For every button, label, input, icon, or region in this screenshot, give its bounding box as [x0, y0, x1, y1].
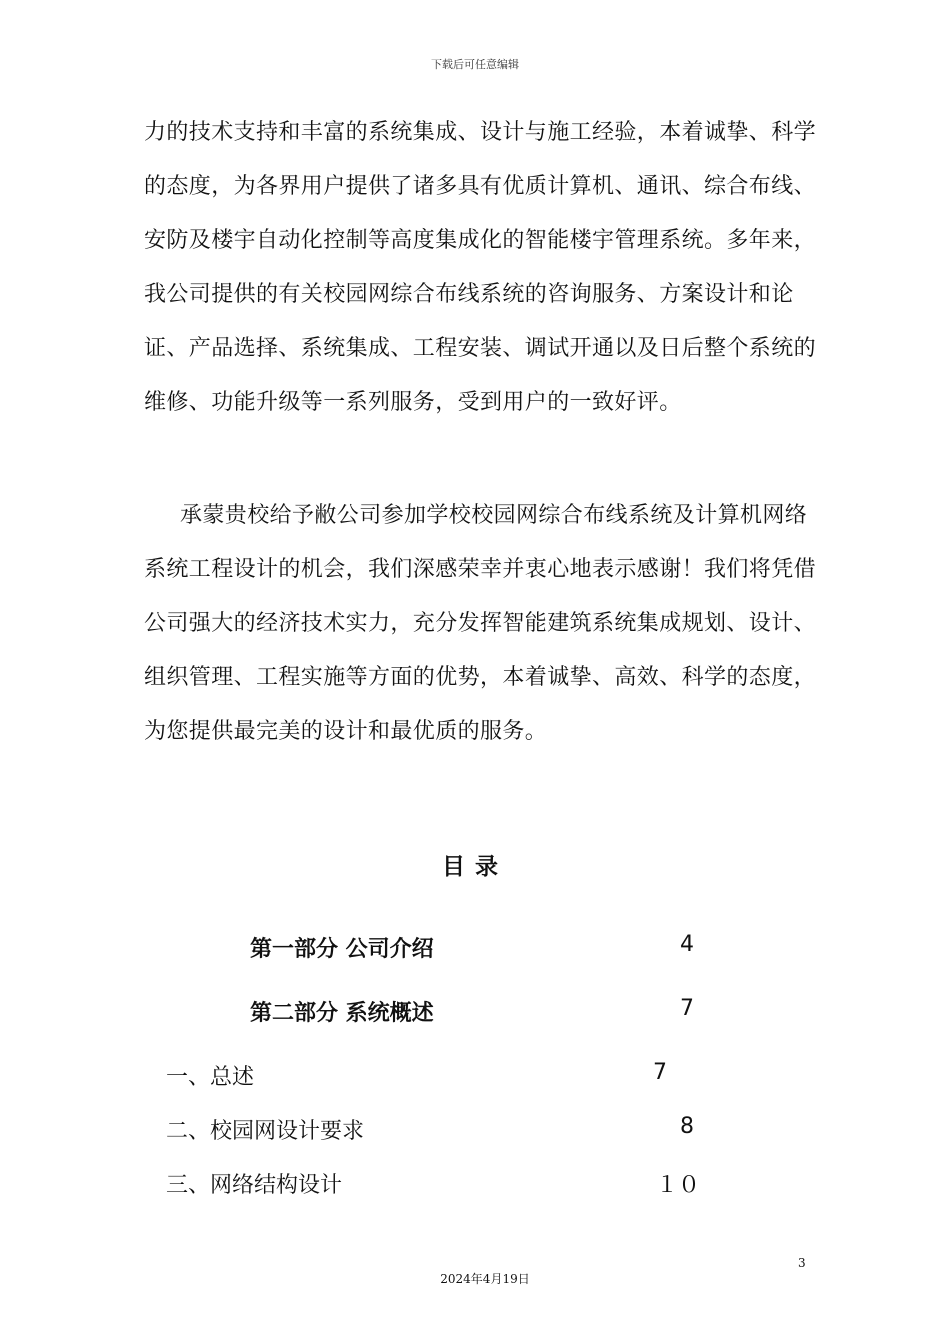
toc-item-1-label: 一、总述: [166, 1065, 255, 1090]
toc-part-2-page: 7: [680, 996, 694, 1021]
toc-item-3-label: 三、网络结构设计: [166, 1173, 343, 1198]
toc-part-1-label: 第一部分 公司介绍: [250, 937, 434, 962]
toc-item-2-label: 二、校园网设计要求: [166, 1119, 365, 1144]
body-paragraph-2: 承蒙贵校给予敝公司参加学校校园网综合布线系统及计算机网络系统工程设计的机会，我们深感荣幸并衷心地表示感谢！我们将凭借公司强大的经济技术实力，充分发挥智能建筑系统集成规划、设计、组织管理、工程实施等方面的优势，本着诚挚、高效、科学的态度，为您提供最完美的设计和最优质的服务。: [144, 503, 817, 744]
page-header: 下载后可任意编辑: [431, 58, 519, 71]
toc-item-1-page: 7: [653, 1060, 667, 1085]
toc-item-2-page: 8: [680, 1114, 694, 1139]
body-paragraph-1: 力的技术支持和丰富的系统集成、设计与施工经验，本着诚挚、科学的态度，为各界用户提供了诸多具有优质计算机、通讯、综合布线、安防及楼宇自动化控制等高度集成化的智能楼宇管理系统。多年来，我公司提供的有关校园网综合布线系统的咨询服务、方案设计和论证、产品选择、系统集成、工程安装、调试开通以及日后整个系统的维修、功能升级等一系列服务，受到用户的一致好评。: [144, 120, 817, 415]
toc-part-2-label: 第二部分 系统概述: [250, 1001, 434, 1026]
toc-item-3-page: １０: [656, 1173, 701, 1198]
toc-part-1-page: 4: [680, 932, 694, 957]
toc-title: 目录: [442, 854, 508, 880]
page-footer-date: 2024年4月19日: [440, 1272, 530, 1286]
page-number: 3: [798, 1256, 806, 1270]
